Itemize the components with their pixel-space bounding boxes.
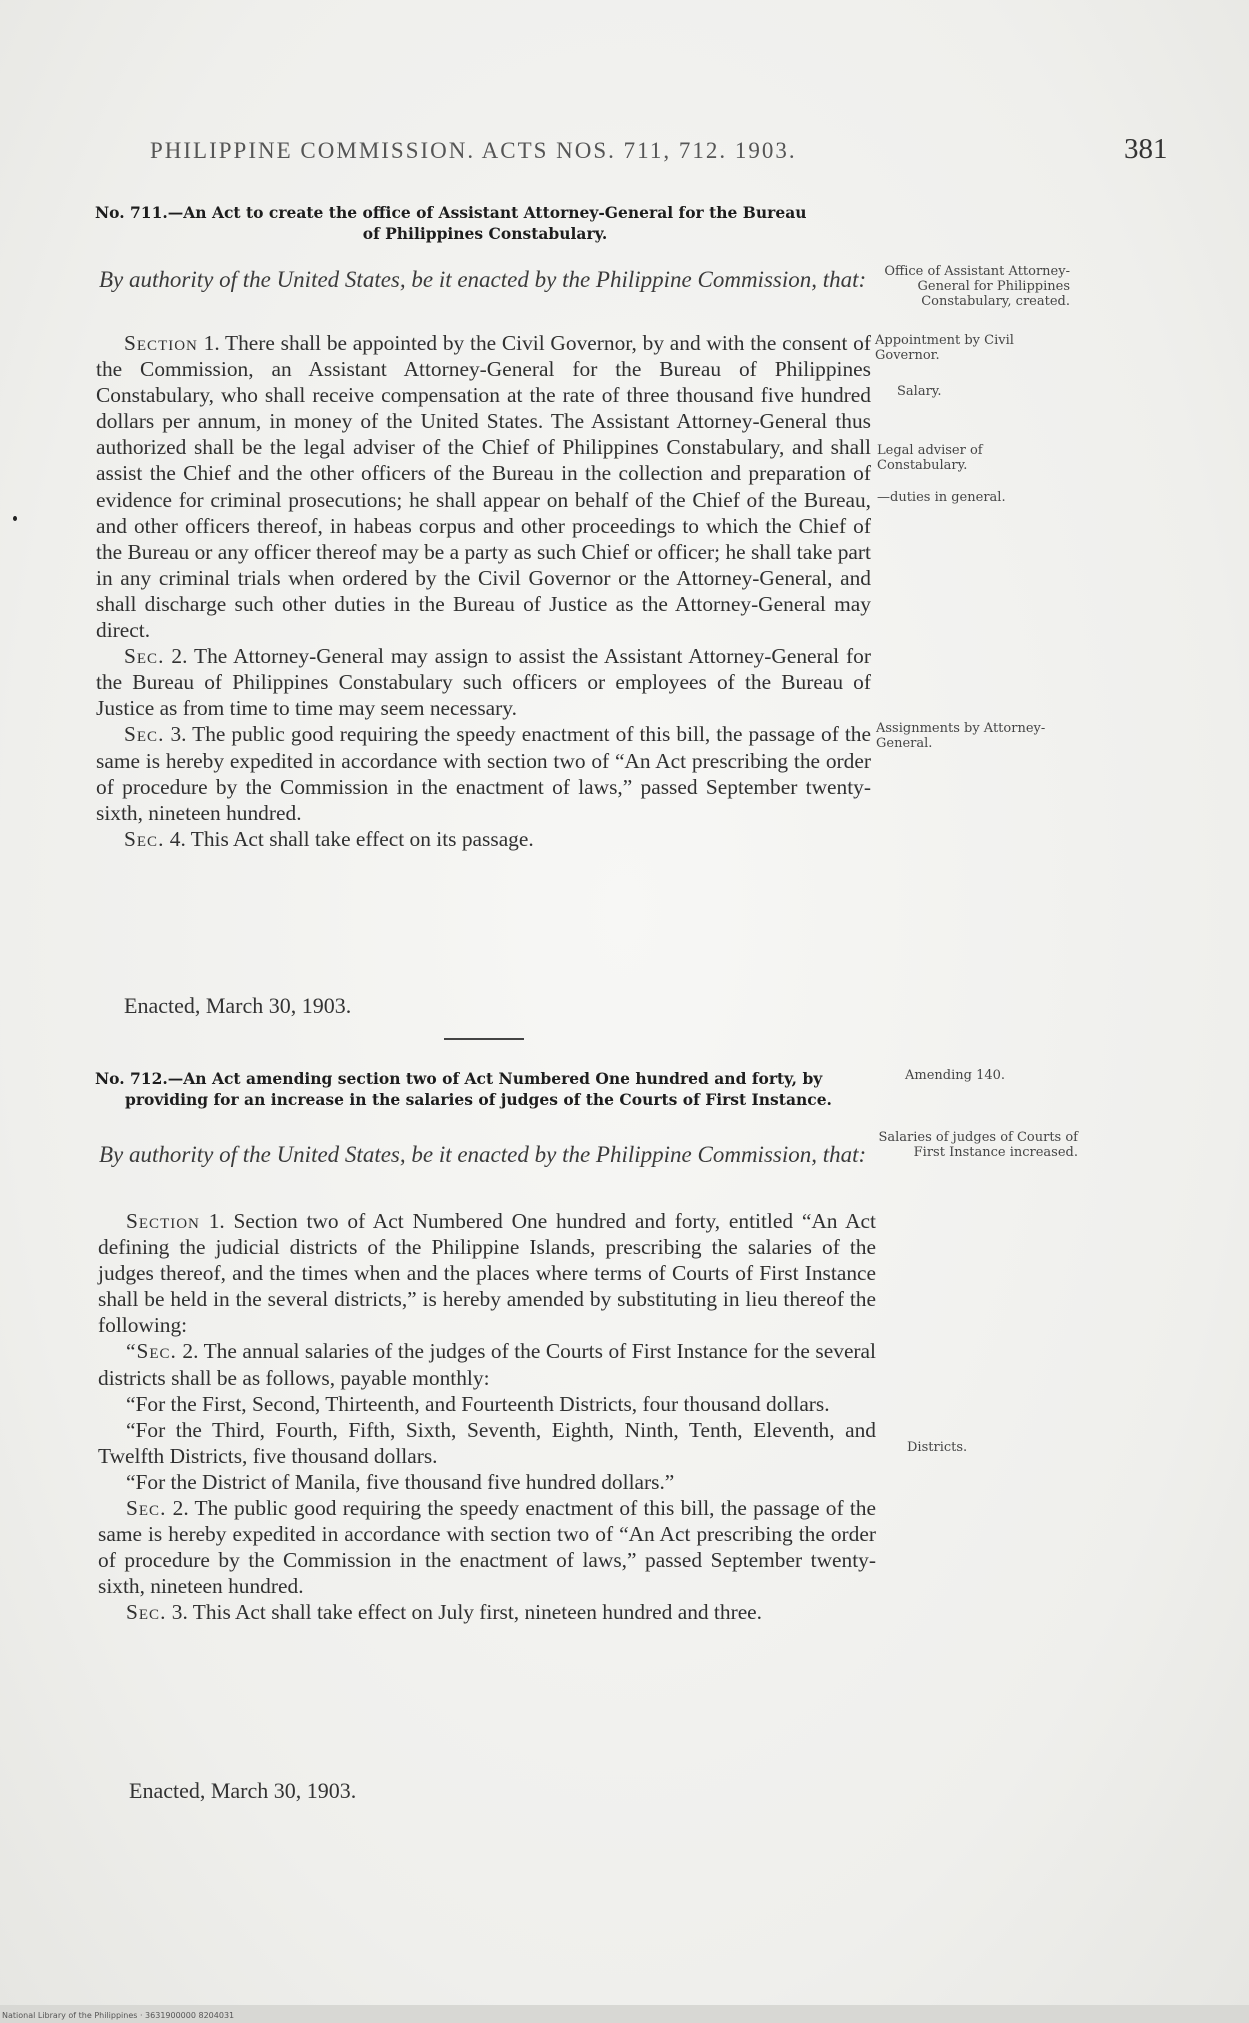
section-text: 3. The public good requiring the speedy enactment of this bill, the passage of the same is hereby expedited in accordance with section two of “An Act prescribing the order of procedure by the Commission in the enactment of laws,” passed September twenty-sixth, nineteen hundred. [96,722,871,825]
act-712-section-2 [98,1495,876,1599]
act-712-section-3 [98,1599,876,1625]
page-number: 381 [1124,133,1168,165]
act-712-quote-manila: “For the District of Manila, five thousand five hundred dollars.” [126,1469,675,1494]
margin-note-amending: Amending 140. [905,1068,1006,1083]
scan-speck [13,516,17,521]
act-711-section-2 [96,643,871,721]
section-label: Section [126,1209,200,1233]
section-label: Sec. [126,1496,167,1521]
act-712-heading: No. 712.—An Act amending section two of Act Numbered One hundred and forty, by providing for an increase in the salaries of judges of the Courts of First Instance. [95,1069,832,1109]
act-711-section-1 [96,330,871,643]
act-712-section-1 [98,1208,876,1338]
act-712-body [98,1208,876,1626]
act-712-quoted-section-2 [98,1338,876,1390]
section-label: “Sec. [126,1339,177,1364]
act-711-body [96,330,871,852]
act-712-quote-first-districts: “For the First, Second, Thirteenth, and Fourteenth Districts, four thousand dollars. [126,1391,830,1416]
running-header: PHILIPPINE COMMISSION. ACTS NOS. 711, 712. 1903. [150,138,797,163]
section-label: Sec. [124,722,165,747]
section-text: 1. Section two of Act Numbered One hundred and forty, entitled “An Act defining the judicial districts of the Philippine Islands, prescribing the salaries of the judges thereof, and the times when and the places where terms of Courts of First Instance shall be held in the several districts,” is hereby amended by substituting in lieu thereof the following: [98,1209,876,1338]
section-label: Sec. [124,826,165,851]
act-711-enacting-clause: By authority of the United States, be it enacted by the Philippine Commission, that: [99,267,867,292]
act-712-quote-third-districts: “For the Third, Fourth, Fifth, Sixth, Seventh, Eighth, Ninth, Tenth, Eleventh, and Twelfth Districts, five thousand dollars. [98,1417,876,1468]
section-divider [444,1038,524,1040]
margin-note-legal-adviser: Legal adviser of Constabulary. [877,443,983,473]
act-711-section-3 [96,721,871,825]
act-711-heading-line1: No. 711.—An Act to create the office of Assistant Attorney-General for the Bureau [95,203,807,222]
section-text: 1. There shall be appointed by the Civil Governor, by and with the consent of the Commission, an Assistant Attorney-General for the Bureau of Philippines Constabulary, who shall receive compensation at the rate of three thousand five hundred dollars per annum, in money of the United States. The Assistant Attorney-General thus authorized shall be the legal adviser of the Chief of Philippines Constabulary, and shall assist the Chief and the other officers of the Bureau in the collection and preparation of evidence for criminal prosecutions; he shall appear on behalf of the Chief of the Bureau, and other officers thereof, in habeas corpus and other proceedings to which the Chief of the Bureau or any officer thereof may be a party as such Chief or officer; he shall take part in any criminal trials when ordered by the Civil Governor or the Attorney-General, and shall discharge such other duties in the Bureau of Justice as the Attorney-General may direct. [96,331,871,643]
section-label: Sec. [124,644,165,669]
act-712-enacting-clause: By authority of the United States, be it enacted by the Philippine Commission, that: [99,1142,867,1167]
section-text: 4. This Act shall take effect on its passage. [164,826,534,851]
section-text: 2. The Attorney-General may assign to assist the Assistant Attorney-General for the Bureau of Philippines Constabulary such officers or employees of the Bureau of Justice as from time to time may seem necessary. [96,644,871,721]
margin-note-salaries-increased: Salaries of judges of Courts of First Instance increased. [878,1130,1078,1160]
act-712-enacted-date: Enacted, March 30, 1903. [129,1778,357,1803]
scan-credit: National Library of the Philippines · 3631900000 8204031 [2,2011,235,2020]
act-711-section-4 [96,826,871,852]
act-711-heading-line2: of Philippines Constabulary. [362,224,608,243]
margin-note-salary: Salary. [897,384,942,399]
act-711-heading [95,202,875,244]
act-711-enacted-date: Enacted, March 30, 1903. [124,993,352,1018]
margin-note-districts: Districts. [907,1440,968,1455]
section-text: 3. This Act shall take effect on July first, nineteen hundred and three. [166,1600,763,1625]
section-text: 2. The annual salaries of the judges of the Courts of First Instance for the several districts shall be as follows, payable monthly: [98,1339,876,1390]
margin-note-duties: —duties in general. [877,490,1006,505]
margin-note-appointment: Appointment by Civil Governor. [875,333,1014,363]
section-label: Section [124,331,198,355]
section-label: Sec. [126,1600,167,1625]
margin-note-office-created: Office of Assistant Attorney-General for Philippines Constabulary, created. [884,264,1070,309]
margin-note-assignments: Assignments by Attorney-General. [876,721,1046,751]
section-text: 2. The public good requiring the speedy enactment of this bill, the passage of the same is hereby expedited in accordance with section two of “An Act prescribing the order of procedure by the Commission in the enactment of laws,” passed September twenty-sixth, nineteen hundred. [98,1496,876,1599]
